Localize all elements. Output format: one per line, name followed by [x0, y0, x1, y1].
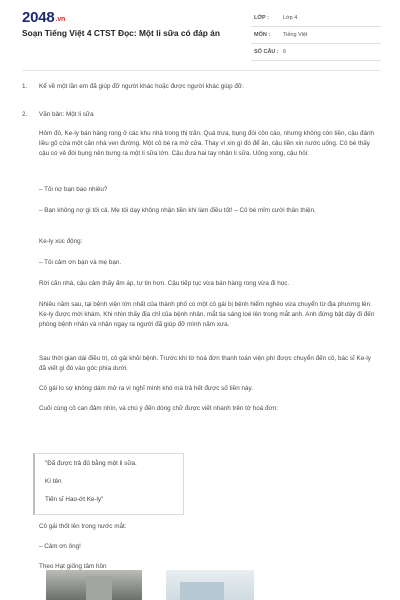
illustration-image: [166, 570, 254, 600]
header-divider: [22, 70, 380, 71]
meta-table: [251, 10, 381, 61]
site-logo[interactable]: [22, 9, 65, 26]
invoice-quote: [33, 453, 184, 515]
illustration-image: [46, 570, 142, 600]
page-title: Soạn Tiếng Việt 4 CTST Đọc: Một li sữa có đáp án: [22, 28, 220, 38]
story-paragraph: Cuối cùng cô can đảm nhìn, và chú ý đến dòng chữ được viết nhanh trên tờ hoá đơn:: [39, 405, 278, 412]
story-paragraph: Cô gái thốt lên trong nước mắt:: [39, 523, 127, 530]
illustration-detail: [180, 582, 224, 600]
story-paragraph: – Cảm ơn ông!: [39, 543, 81, 550]
story-paragraph: Cô gái lo sợ không dám mở ra vì nghĩ mình khó mà trả hết được số tiền này.: [39, 385, 253, 392]
logo-main: 2048: [22, 9, 55, 26]
quote-line: Kí tên: [45, 478, 62, 485]
meta-row-count: [251, 44, 381, 61]
illustration-detail: [86, 576, 112, 600]
question-text: Kể về một lần em đã giúp đỡ người khác hoặc được người khác giúp đỡ.: [39, 83, 244, 90]
story-paragraph: – Bạn không nợ gì tôi cả. Mẹ tôi dạy không nhận tiền khi làm điều tốt! – Cô bé mỉm cười thân thiện.: [39, 207, 316, 214]
quote-line: Tiến sĩ Hao-ớt Ke-ly": [45, 496, 104, 503]
story-paragraph: Nhiều năm sau, tại bệnh viện lớn nhất của thành phố có một cô gái bị bệnh hiểm nghèo vừa chuyển từ địa phương lên. Ke-ly được mời khám. Khi nhìn thấy địa chỉ của bệnh nhân, mắt tia sáng loé lên trong mắt anh. Anh đứng bật dậy đi đến phòng bệnh nhân và nhận ngay ra người đã giúp đỡ mình năm xưa.: [39, 301, 375, 328]
story-paragraph: Hôm đó, Ke-ly bán hàng rong ở các khu nhà trong thị trấn. Quá trưa, bụng đói cồn cào, nhưng không còn tiền, cậu đánh liều gõ cửa một căn nhà ven đường. Một cô bé ra mở cửa. Thay vì xin gì đó để ăn, cậu liền xin nước uống. Cô bé thấy cậu có vẻ đói bụng nên bưng ra một li sữa lớn. Cậu đưa hai tay nhận li sữa. Uống xong, cậu hỏi:: [39, 130, 374, 157]
story-paragraph: Ke-ly xúc động:: [39, 238, 83, 245]
meta-key: LỚP :: [254, 15, 269, 21]
meta-value: Tiếng Việt: [283, 32, 308, 38]
question-number: 2.: [22, 111, 28, 118]
meta-key: MÔN :: [254, 32, 271, 38]
quote-line: "Đã được trả đủ bằng một li sữa.: [45, 460, 137, 467]
story-paragraph: Rời căn nhà, cậu cảm thấy ấm áp, tự tin hơn. Cậu tiếp tục vừa bán hàng rong vừa đi học.: [39, 280, 290, 287]
meta-value: 6: [283, 49, 287, 55]
header: [0, 0, 400, 70]
logo-suffix: .vn: [55, 16, 66, 23]
source-attribution: Theo Hạt giống tâm hồn: [39, 563, 107, 570]
meta-row-subject: [251, 27, 381, 44]
meta-value: Lớp 4: [283, 15, 298, 21]
meta-key: SỐ CÂU :: [254, 49, 279, 55]
story-paragraph: Sau thời gian dài điều trị, cô gái khỏi bệnh. Trước khi tờ hoá đơn thanh toán viện phí được chuyển đến cô, bác sĩ Ke-ly đã viết gì đó vào góc phía dưới.: [39, 355, 371, 372]
question-text: Văn bản: Một li sữa: [39, 111, 94, 118]
story-paragraph: – Tôi cảm ơn bạn và mẹ bạn.: [39, 259, 122, 266]
meta-row-class: [251, 10, 381, 27]
story-paragraph: – Tôi nợ bạn bao nhiêu?: [39, 186, 108, 193]
question-number: 1.: [22, 83, 28, 90]
